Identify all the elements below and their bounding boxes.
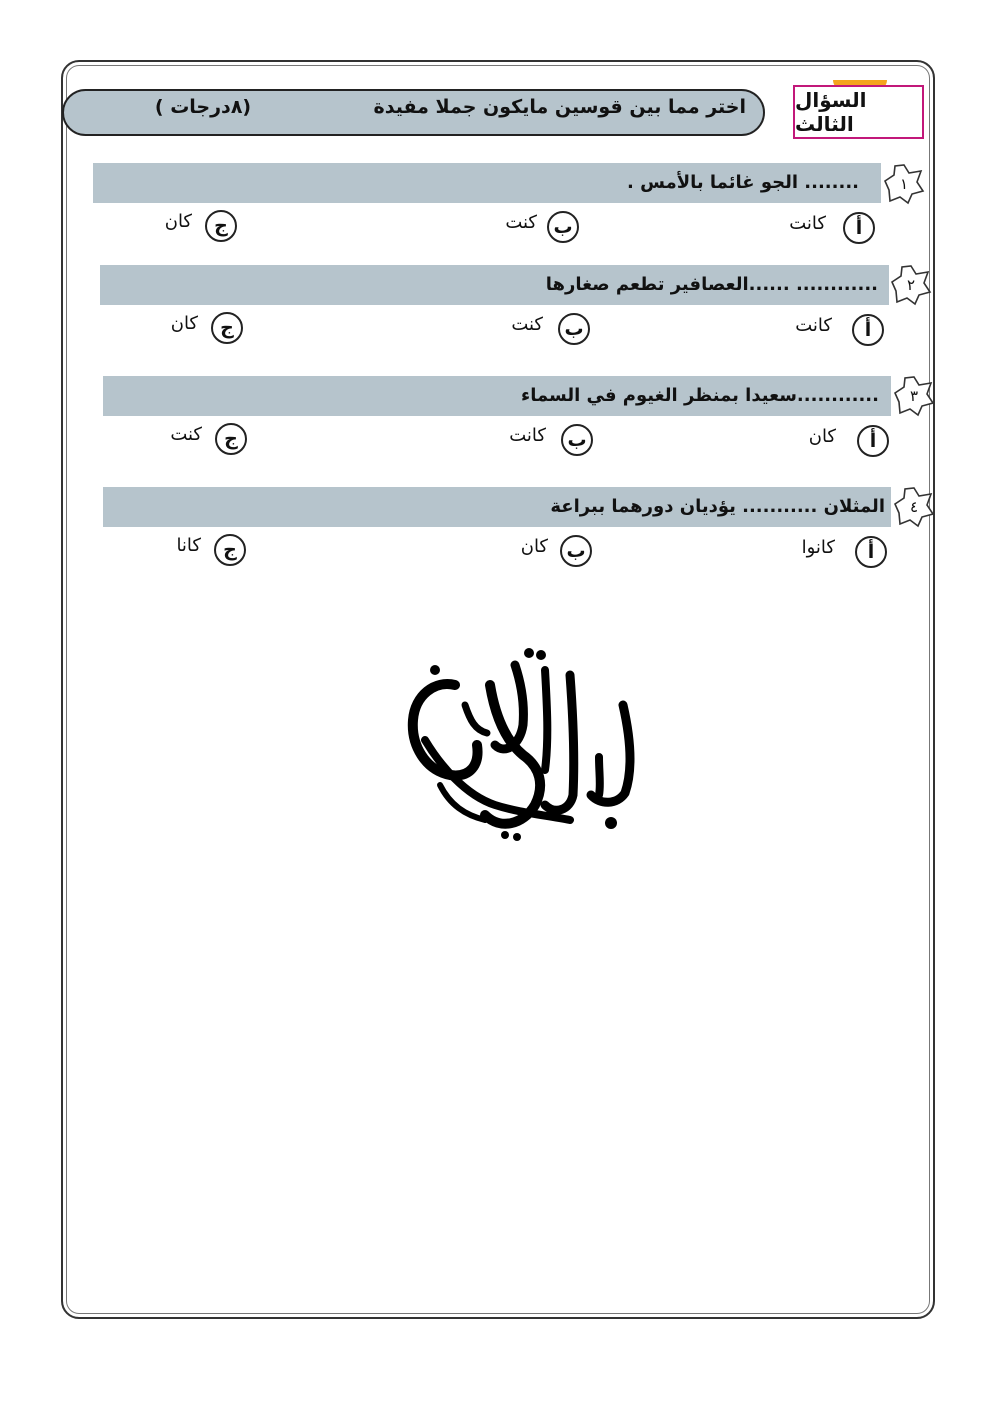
option-letter-a: أ [864,319,872,341]
option-c[interactable]: كنت [170,424,202,445]
option-c[interactable]: كان [170,313,198,334]
option-b[interactable]: كان [520,536,548,557]
calligraphy-logo [395,645,655,845]
option-letter-a: أ [867,541,875,563]
option-c[interactable]: كانا [176,535,201,556]
option-a[interactable]: كانت [789,213,826,234]
option-a[interactable]: كانت [795,315,832,336]
question-number: ٤ [909,498,919,516]
marks-text: (٨درجات ) [154,96,252,118]
option-letter-c: ج [224,428,238,450]
question-text: ............سعيدا بمنظر الغيوم في السماء [521,385,879,406]
question-number: ٣ [909,387,919,405]
instruction-text: اختر مما بين قوسين مايكون جملا مفيدة [373,96,746,118]
option-letter-c: ج [214,215,228,237]
option-letter-c: ج [223,539,237,561]
section-label: السؤال الثالث [793,85,924,139]
question-number: ١ [899,175,909,193]
option-c[interactable]: كان [164,211,192,232]
question-text: ........ الجو غائما بالأمس . [627,172,859,193]
option-b[interactable]: كانت [509,425,546,446]
question-text: المثلان ........... يؤديان دورهما ببراعة [550,496,885,517]
option-b[interactable]: كنت [505,212,537,233]
option-letter-c: ج [220,317,234,339]
option-letter-b: ب [566,540,586,562]
question-number: ٢ [906,276,916,294]
option-letter-b: ب [567,429,587,451]
option-letter-a: أ [869,430,877,452]
option-a[interactable]: كانوا [801,537,835,558]
option-a[interactable]: كان [808,426,836,447]
option-letter-b: ب [564,318,584,340]
question-text: ............ ......العصافير تطعم صغارها [545,274,878,295]
option-letter-b: ب [553,216,573,238]
option-b[interactable]: كنت [511,314,543,335]
option-letter-a: أ [855,217,863,239]
